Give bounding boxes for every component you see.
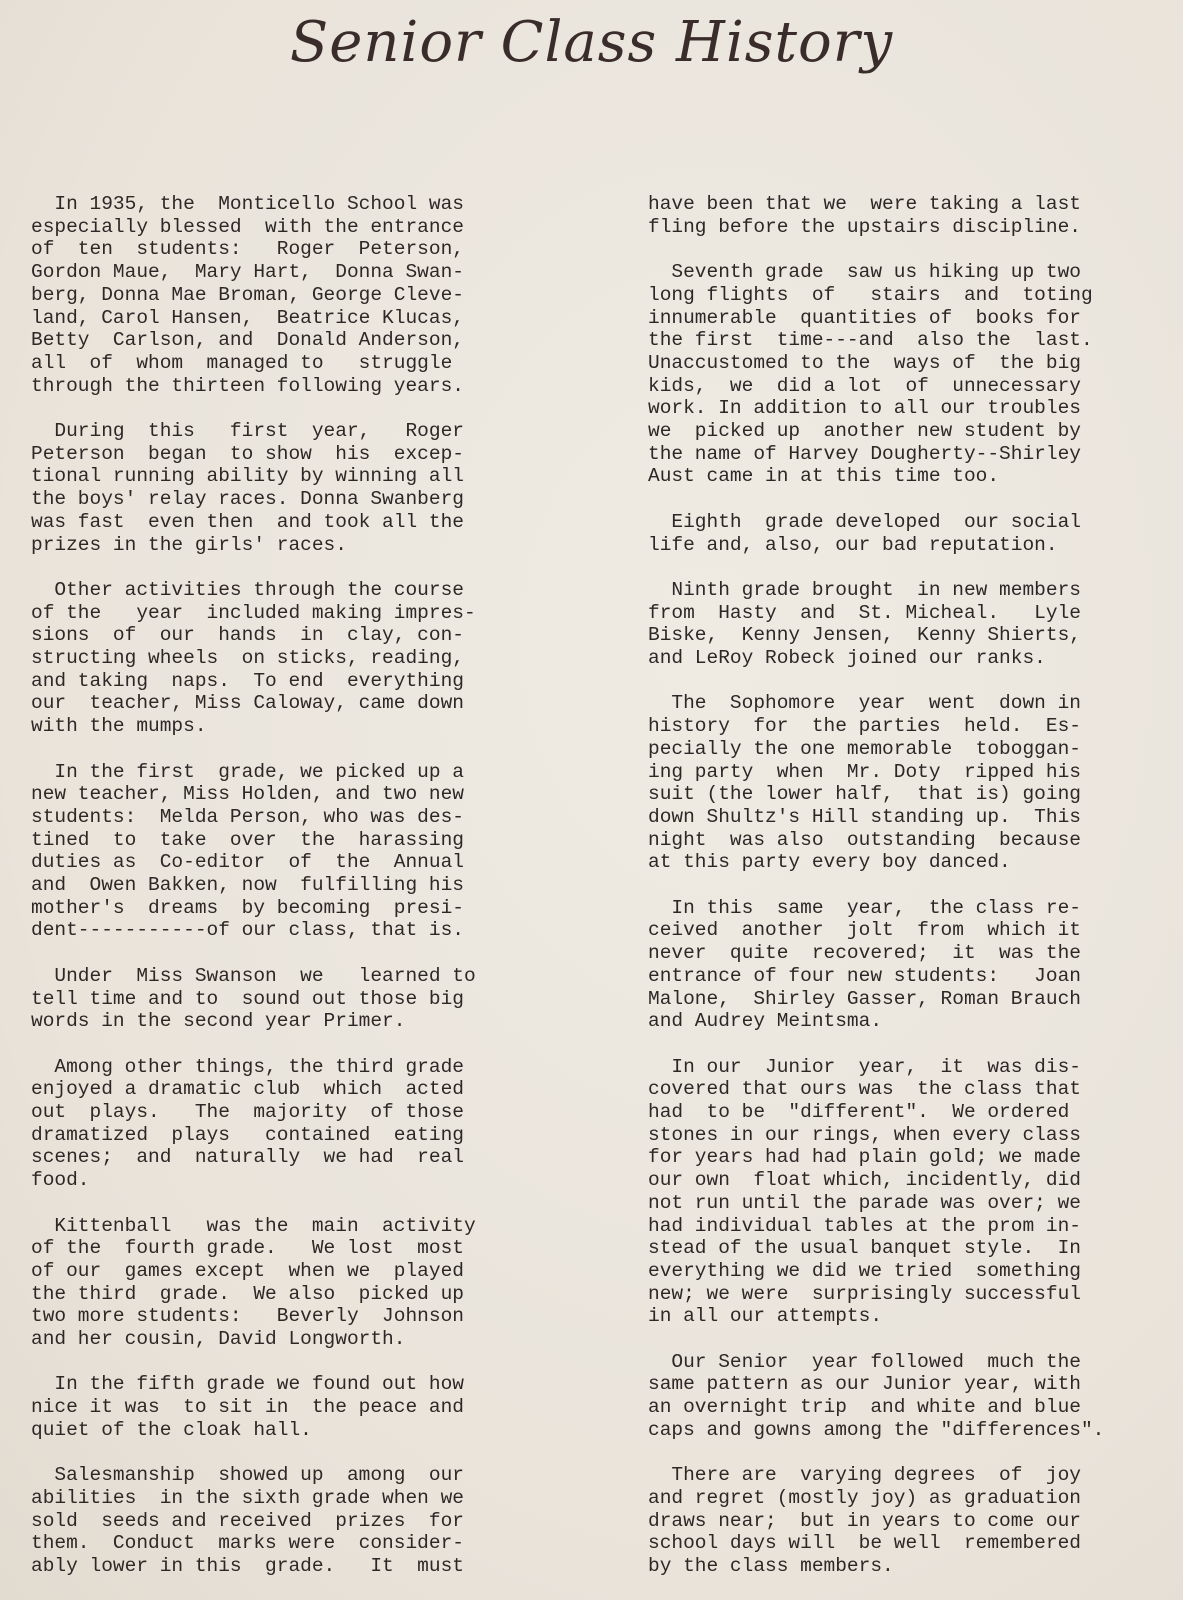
paragraph: Eighth grade developed our social life and, also, our bad reputation. [648, 510, 1081, 556]
paragraph: Kittenball was the main activity of the fourth grade. We lost most of our games except when we played the third grade. We also picked up two more students: Beverly Johnson and her cousin, David Longworth. [31, 1214, 476, 1351]
paragraph: During this first year, Roger Peterson began to show his excep- tional running ability by winning all the boys' relay races. Donna Swanberg was fast even then and took all the prizes in the girls' races. [31, 420, 464, 556]
paragraph: In our Junior year, it was dis- covered that ours was the class that had to be "different". We ordered stones in our rings, when every class for years had had plain gold; we made our own float which, incidently, did not run until the parade was over; we had individual tables at the prom in- stead of the usual banquet style. In everything we did we tried something new; we were surprisingly successful in all our attempts. [648, 1055, 1081, 1328]
paragraph: Under Miss Swanson we learned to tell time and to sound out those big words in the second year Primer. [31, 964, 476, 1033]
left-column [31, 193, 543, 1600]
paragraph: There are varying degrees of joy and regret (mostly joy) as graduation draws near; but in years to come our school days will be well remembered by the class members. [648, 1464, 1081, 1578]
paragraph: Among other things, the third grade enjoyed a dramatic club which acted out plays. The majority of those dramatized plays contained eating scenes; and naturally we had real food. [31, 1055, 464, 1192]
paragraph: In this same year, the class re- ceived another jolt from which it never quite recovered; it was the entrance of four new students: Joan Malone, Shirley Gasser, Roman Brauch and Audrey Meintsma. [648, 896, 1081, 1033]
paragraph: Other activities through the course of the year included making impres- sions of our hands in clay, con- structing wheels on sticks, reading, and taking naps. To end everything our teacher, Miss Caloway, came down with the mumps. [31, 578, 476, 738]
paragraph: In the first grade, we picked up a new teacher, Miss Holden, and two new students: Melda Person, who was des- tined to take over the harassing duties as Co-editor of the Annual and Owen Bakken, now fulfilling his mother's dreams by becoming presi- dent-----------of our class, that is. [31, 760, 464, 942]
paragraph: have been that we were taking a last fling before the upstairs discipline. [648, 193, 1081, 238]
paragraph: Ninth grade brought in new members from Hasty and St. Micheal. Lyle Biske, Kenny Jensen, Kenny Shierts, and LeRoy Robeck joined our ranks. [648, 578, 1081, 670]
paragraph: Our Senior year followed much the same pattern as our Junior year, with an overnight trip and white and blue caps and gowns among the "differences". [648, 1350, 1105, 1441]
paragraph: The Sophomore year went down in history for the parties held. Es- pecially the one memorable toboggan- ing party when Mr. Doty ripped his suit (the lower half, that is) going down Shultz's Hill standing up. This night was also outstanding because at this party every boy danced. [648, 692, 1081, 874]
paragraph: In 1935, the Monticello School was especially blessed with the entrance of ten students: Roger Peterson, Gordon Maue, Mary Hart, Donna Swan- berg, Donna Mae Broman, George Cleve- land, Carol Hansen, Beatrice Klucas, Betty Carlson, and Donald Anderson, all of whom managed to struggle through the thirteen following years. [31, 193, 464, 397]
paragraph: Seventh grade saw us hiking up two long flights of stairs and toting innumerable quantities of books for the first time---and also the last. Unaccustomed to the ways of the big kids, we did a lot of unnecessary work. In addition to all our troubles we picked up another new student by the name of Harvey Dougherty--Shirley Aust came in at this time too. [648, 261, 1093, 488]
page-title: Senior Class History [289, 10, 894, 75]
paragraph: In the fifth grade we found out how nice it was to sit in the peace and quiet of the cloak hall. [31, 1373, 464, 1441]
paragraph: Salesmanship showed up among our abilities in the sixth grade when we sold seeds and received prizes for them. Conduct marks were consider- ably lower in this grade. It must [31, 1464, 464, 1578]
right-column [648, 193, 1160, 1600]
